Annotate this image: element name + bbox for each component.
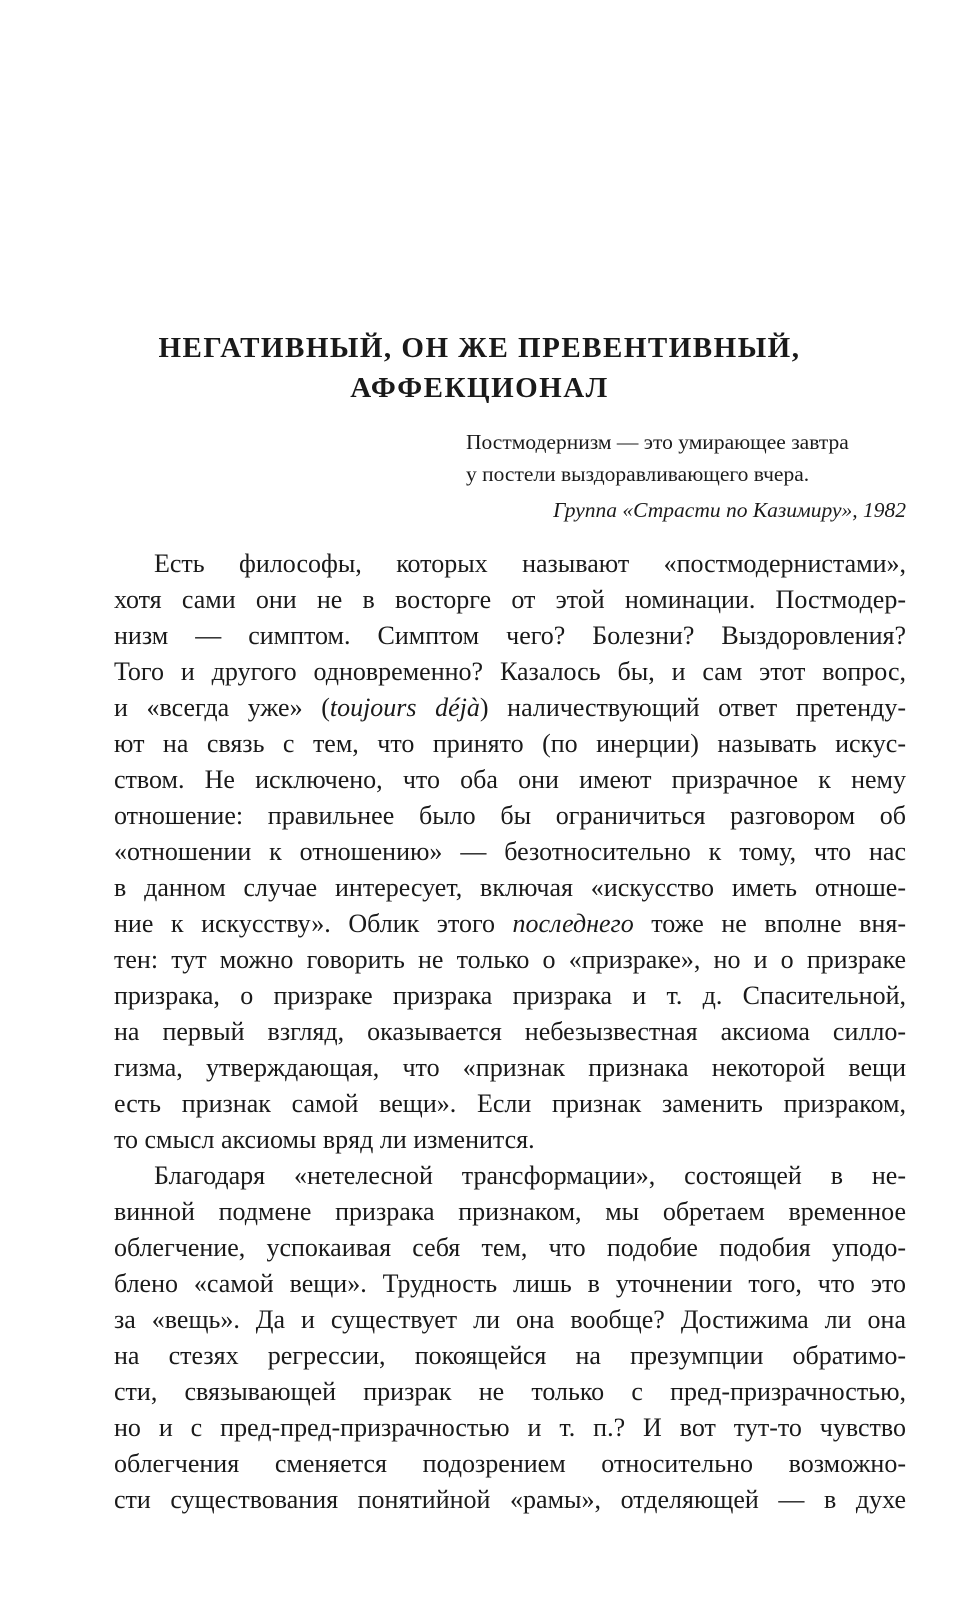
text-line: облегчения сменяется подозрением относительно возможно- — [114, 1449, 906, 1478]
chapter-title-line-1: НЕГАТИВНЫЙ, ОН ЖЕ ПРЕВЕНТИВНЫЙ, — [158, 332, 801, 364]
italic-phrase: toujours déjà — [329, 693, 480, 722]
text-line: за «вещь». Да и существует ли она вообще? Достижима ли она — [114, 1305, 906, 1334]
text-line: хотя сами они не в восторге от этой номинации. Постмодер- — [114, 585, 906, 614]
epigraph — [466, 426, 906, 490]
text-fragment: ) наличествующий ответ претенду- — [479, 693, 906, 722]
text-line: блено «самой вещи». Трудность лишь в уточнении того, что это — [114, 1269, 906, 1298]
text-line: тен: тут можно говорить не только о «призраке», но и о призраке — [114, 945, 906, 974]
text-line: но и с пред-пред-призрачностью и т. п.? И вот тут-то чувство — [114, 1413, 906, 1442]
text-line: сти существования понятийной «рамы», отделяющей — в духе — [114, 1485, 906, 1514]
text-line: винной подмене призрака признаком, мы обретаем временное — [114, 1197, 906, 1226]
text-fragment: и «всегда уже» ( — [114, 693, 330, 722]
text-line: в данном случае интересует, включая «искусство иметь отноше- — [114, 873, 906, 902]
text-line: облегчение, успокаивая себя тем, что подобие подобия уподо- — [114, 1233, 906, 1262]
chapter-title-line-2: АФФЕКЦИОНАЛ — [350, 372, 609, 404]
main-text — [114, 546, 906, 1518]
chapter-title — [0, 328, 959, 408]
text-line: низм — симптом. Симптом чего? Болезни? Выздоровления? — [114, 621, 906, 650]
text-line — [114, 906, 906, 942]
text-line: ством. Не исключено, что оба они имеют призрачное к нему — [114, 765, 906, 794]
text-line: ют на связь с тем, что принято (по инерции) называть искус- — [114, 729, 906, 758]
text-line: отношение: правильнее было бы ограничиться разговором об — [114, 801, 906, 830]
text-line: Есть философы, которых называют «постмодернистами», — [154, 549, 906, 578]
text-fragment: ние к искусству». Облик этого — [114, 909, 513, 938]
text-line: призрака, о призраке призрака призрака и т. д. Спасительной, — [114, 981, 906, 1010]
epigraph-line-1: Постмодернизм — это умирающее завтра — [466, 430, 849, 454]
text-line: Того и другого одновременно? Казалось бы, и сам этот вопрос, — [114, 657, 906, 686]
text-line: Благодаря «нетелесной трансформации», состоящей в не- — [154, 1161, 906, 1190]
epigraph-line-2: у постели выздоравливающего вчера. — [466, 462, 810, 486]
text-line — [114, 690, 906, 726]
text-line: на первый взгляд, оказывается небезызвестная аксиома силло- — [114, 1017, 906, 1046]
text-line: то смысл аксиомы вряд ли изменится. — [114, 1125, 535, 1154]
text-line: на стезях регрессии, покоящейся на презумпции обратимо- — [114, 1341, 906, 1370]
paragraph-1 — [114, 546, 906, 1158]
text-line: есть признак самой вещи». Если признак заменить призраком, — [114, 1089, 906, 1118]
text-line: гизма, утверждающая, что «признак признака некоторой вещи — [114, 1053, 906, 1082]
epigraph-attribution: Группа «Страсти по Казимиру», 1982 — [553, 498, 906, 522]
text-line: «отношении к отношению» — безотносительно к тому, что нас — [114, 837, 906, 866]
text-line: сти, связывающей призрак не только с пред-призрачностью, — [114, 1377, 906, 1406]
italic-phrase: последнего — [512, 909, 634, 938]
text-fragment: тоже не вполне вня- — [633, 909, 906, 938]
paragraph-2 — [114, 1158, 906, 1518]
